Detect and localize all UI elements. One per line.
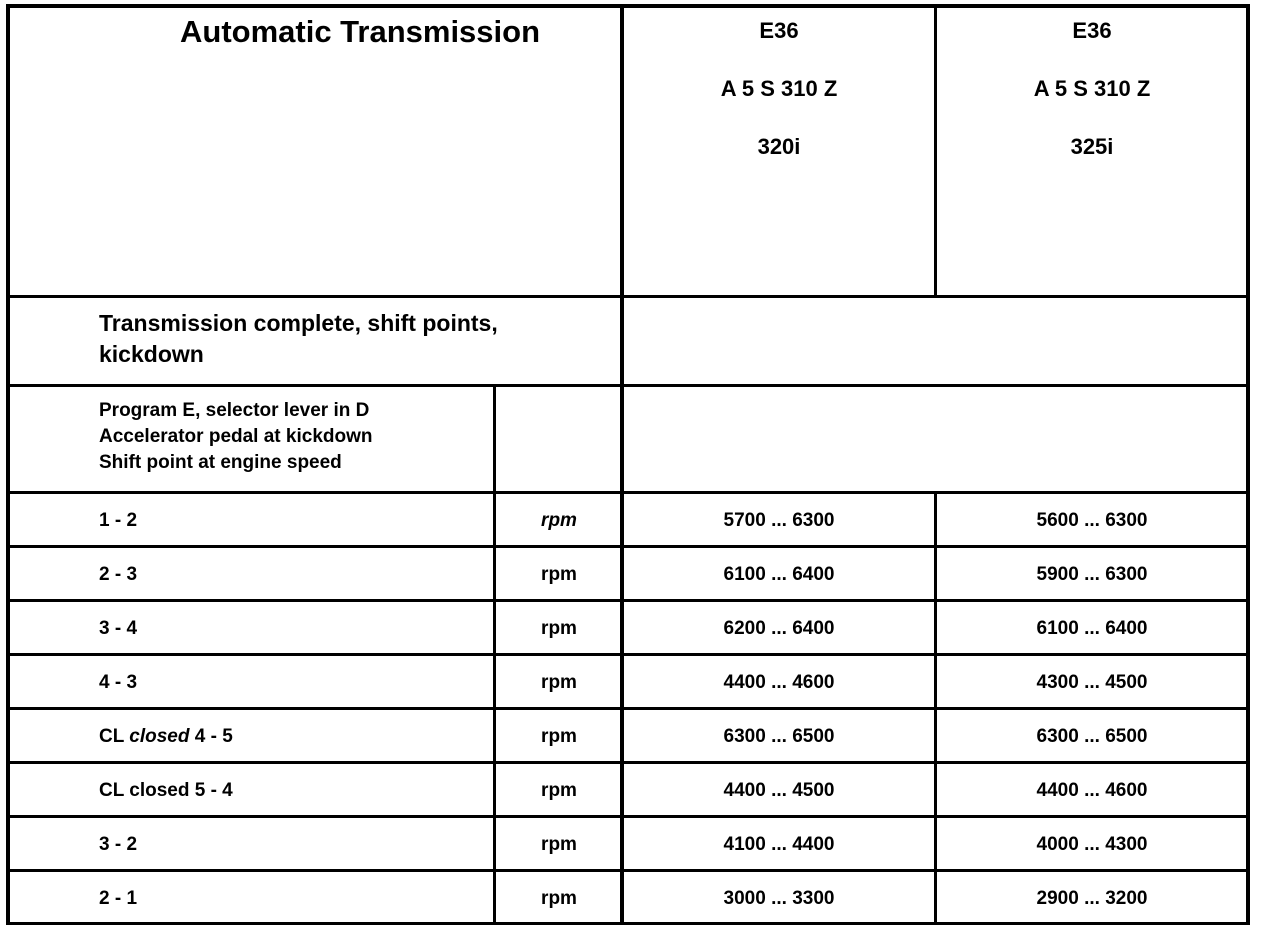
table-row (0, 602, 1264, 656)
table-row (0, 818, 1264, 872)
section-heading-line: kickdown (99, 341, 204, 367)
unit-label: rpm (541, 780, 577, 801)
table-row (0, 872, 1264, 926)
model-label: 325i (1070, 134, 1114, 159)
shift-label: 2 - 1 (99, 888, 138, 909)
border-top (6, 4, 1250, 8)
shift-label: 2 - 3 (99, 564, 138, 585)
value-325i: 6100 ... 6400 (1036, 618, 1148, 639)
series-label: E36 (759, 18, 799, 43)
unit-label: rpm (541, 564, 577, 585)
value-325i: 2900 ... 3200 (1036, 888, 1148, 909)
shift-label-italic: closed (129, 726, 190, 747)
section-heading-line: Transmission complete, shift points, (99, 310, 498, 336)
value-325i: 6300 ... 6500 (1036, 726, 1148, 747)
transmission-label: A 5 S 310 Z (720, 76, 838, 101)
page-title: Automatic Transmission (180, 14, 541, 49)
model-label: 320i (757, 134, 801, 159)
unit-label: rpm (541, 834, 577, 855)
value-320i: 6200 ... 6400 (723, 618, 835, 639)
shift-label (99, 710, 233, 764)
condition-line: Accelerator pedal at kickdown (99, 426, 373, 447)
unit-label: rpm (541, 672, 577, 693)
table-row (0, 710, 1264, 764)
unit-label: rpm (541, 618, 577, 639)
condition-line: Shift point at engine speed (99, 452, 342, 473)
series-label: E36 (1072, 18, 1112, 43)
border-section-bottom (6, 384, 1250, 387)
shift-label: CL closed 5 - 4 (99, 780, 233, 801)
value-320i: 4400 ... 4500 (723, 780, 835, 801)
column-header-325i (936, 18, 1248, 192)
value-320i: 6100 ... 6400 (723, 564, 835, 585)
value-325i: 4000 ... 4300 (1036, 834, 1148, 855)
value-320i: 4100 ... 4400 (723, 834, 835, 855)
shift-label: 1 - 2 (99, 510, 138, 531)
column-header-320i (623, 18, 935, 192)
table-row (0, 656, 1264, 710)
unit-label: rpm (541, 888, 577, 909)
shift-label: 3 - 2 (99, 834, 138, 855)
value-325i: 4400 ... 4600 (1036, 780, 1148, 801)
value-325i: 5600 ... 6300 (1036, 510, 1148, 531)
value-320i: 3000 ... 3300 (723, 888, 835, 909)
shift-label: 3 - 4 (99, 618, 138, 639)
value-320i: 4400 ... 4600 (723, 672, 835, 693)
table-row (0, 548, 1264, 602)
test-conditions (99, 398, 373, 476)
table-row (0, 494, 1264, 548)
value-320i: 6300 ... 6500 (723, 726, 835, 747)
shift-label-suffix: 4 - 5 (189, 726, 233, 747)
unit-label: rpm (541, 726, 577, 747)
section-heading (99, 308, 498, 370)
transmission-label: A 5 S 310 Z (1033, 76, 1151, 101)
shift-label: 4 - 3 (99, 672, 138, 693)
unit-label: rpm (541, 510, 577, 531)
border-header-bottom (6, 295, 1250, 298)
value-320i: 5700 ... 6300 (723, 510, 835, 531)
condition-line: Program E, selector lever in D (99, 400, 370, 421)
value-325i: 4300 ... 4500 (1036, 672, 1148, 693)
shift-label-prefix: CL (99, 726, 130, 747)
value-325i: 5900 ... 6300 (1036, 564, 1148, 585)
table-row (0, 764, 1264, 818)
